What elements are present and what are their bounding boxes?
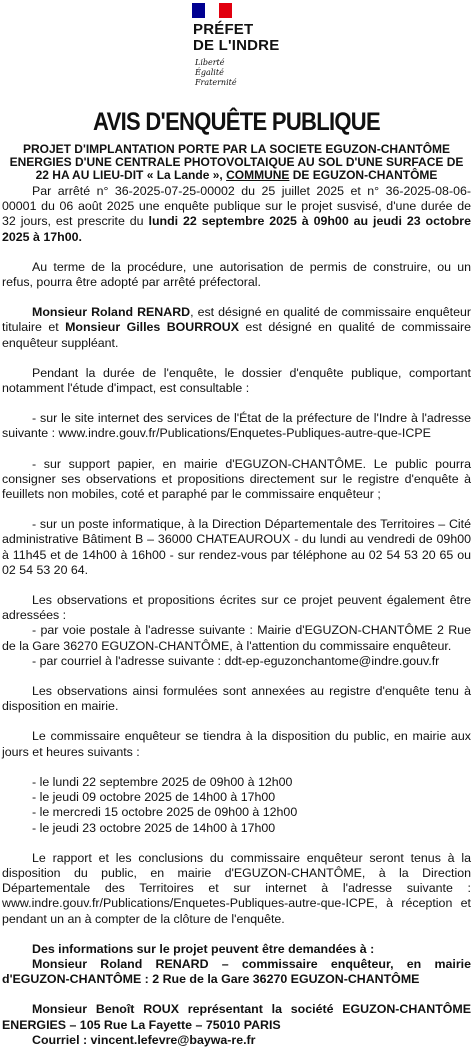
flag-white-stripe [205,3,218,18]
subtitle-line1: PROJET D'IMPLANTATION PORTE PAR LA SOCIETE EGUZON-CHANTÔME [22,142,451,156]
paragraph-dossier: Pendant la durée de l'enquête, le dossier d'enquête publique, comportant notamment l'étude d'impact, est consultable : [2,365,471,396]
prefecture-line2: DE L'INDRE [193,37,280,54]
paragraph-permanences: Le commissaire enquêteur se tiendra à la disposition du public, en mairie aux jours et heures suivants : [2,729,471,759]
paragraph-observations: Les observations et propositions écrites sur ce projet peuvent également être adressées : [2,593,471,623]
paragraph-procedure: Au terme de la procédure, une autorisation de permis de construire, ou un refus, pourra être adopté par arrêté préfectoral. [2,259,471,290]
info-email: Courriel : vincent.lefevre@baywa-re.fr [32,1032,256,1047]
paragraph-website: - sur le site internet des services de l'État de la préfecture de l'Indre à l'adresse suivante : www.indre.gouv.fr/Publications/Enquetes-Publiques-autre-que-ICPE [2,411,471,441]
marianne-logo [192,3,232,18]
paragraph-paper: - sur support papier, en mairie d'EGUZON-CHANTÔME. Le public pourra consigner ses observations et propositions directement sur le registre d'enquête à feuillets non mobiles, coté et paraphé par le commissaire enquêteur ; [2,456,471,502]
page-title: AVIS D'ENQUÊTE PUBLIQUE [93,108,380,136]
list-item: - le mercredi 15 octobre 2025 de 09h00 à 12h00 [32,805,298,820]
info-contact-commissioner: Monsieur Roland RENARD – commissaire enquêteur, en mairie d'EGUZON-CHANTÔME : 2 Rue de la Gare 36270 EGUZON-CHANTÔME [2,956,471,987]
list-item: - le jeudi 23 octobre 2025 de 14h00 à 17h00 [32,820,276,835]
info-contact-company: Monsieur Benoît ROUX représentant la société EGUZON-CHANTÔME ENERGIES – 105 Rue La Fayette – 75010 PARIS [2,1002,471,1032]
flag-red-stripe [219,3,232,18]
paragraph-postal: - par voie postale à l'adresse suivante : Mairie d'EGUZON-CHANTÔME 2 Rue de la Gare 36270 EGUZON-CHANTÔME, à l'attention du commissaire enquêteur. [2,623,471,653]
paragraph-annexed: Les observations ainsi formulées sont annexées au registre d'enquête tenu à disposition en mairie. [2,684,471,714]
commissioner-substitute: Monsieur Gilles BOURROUX [65,320,240,335]
schedule-list [2,775,471,836]
info-heading: Des informations sur le projet peuvent être demandées à : [32,941,375,956]
prefecture-name [193,22,279,54]
commissioner-titular: Monsieur Roland RENARD [32,305,191,320]
paragraph-report: Le rapport et les conclusions du commissaire enquêteur seront tenus à la disposition du public, en mairie d'EGUZON-CHANTÔME, à la Direction Départementale des Territoires et sur internet à l'adresse suivante : www.indre.gouv.fr/Publications/Enquetes-Publiques-autre-que-ICPE, à réception et pendant un an à compter de la clôture de l'enquête. [2,850,471,926]
project-subtitle: PROJET D'IMPLANTATION PORTE PAR LA SOCIETE EGUZON-CHANTÔME ENERGIES D'UNE CENTRALE PHOTOVOLTAIQUE AU SOL D'UNE SURFACE DE 22 HA AU LIEU-DIT « La Lande », COMMUNE DE EGUZON-CHANTÔME [9,142,464,182]
motto-liberte: Liberté [195,58,225,67]
motto-fraternite: Fraternité [195,78,237,87]
subtitle-commune-name: DE EGUZON-CHANTÔME [289,168,438,182]
paragraph-arrete: Par arrêté n° 36-2025-07-25-00002 du 25 juillet 2025 et n° 36-2025-08-06-00001 du 06 août 2025 une enquête publique sur le projet susvisé, d'une durée de 32 jours, est prescrite du lundi 22 septembre 2025 à 09h00 au jeudi 23 octobre 2025 à 17h00. [2,184,471,244]
motto [195,58,237,88]
motto-egalite: Égalité [195,68,224,77]
subtitle-line2: ENERGIES D'UNE CENTRALE PHOTOVOLTAIQUE AU SOL D'UNE SURFACE DE [9,155,464,169]
list-item: - le lundi 22 septembre 2025 de 09h00 à 12h00 [32,774,293,789]
flag-blue-stripe [192,3,205,18]
paragraph-email: - par courriel à l'adresse suivante : ddt-ep-eguzonchantome@indre.gouv.fr [32,653,440,668]
subtitle-commune-word: COMMUNE [226,168,290,182]
notice-body [0,143,473,1048]
header [0,0,473,98]
enquiry-dates: lundi 22 septembre 2025 à 09h00 au jeudi 23 octobre 2025 à 17h00. [2,214,471,244]
subtitle-line3-location: 22 HA AU LIEU-DIT « La Lande » [35,168,220,182]
prefecture-line1: PRÉFET [193,21,254,38]
list-item: - le jeudi 09 octobre 2025 de 14h00 à 17h00 [32,790,276,805]
paragraph-commissioners: Monsieur Roland RENARD, est désigné en qualité de commissaire enquêteur titulaire et Monsieur Gilles BOURROUX est désigné en qualité de commissaire enquêteur suppléant. [2,305,472,350]
paragraph-computer: - sur un poste informatique, à la Direction Départementale des Territoires – Cité administrative Bâtiment B – 36000 CHATEAUROUX - du lundi au vendredi de 09h00 à 11h45 et de 14h00 à 16h00 - sur rendez-vous par téléphone au 02 54 53 20 65 ou 02 54 53 20 64. [2,517,471,577]
